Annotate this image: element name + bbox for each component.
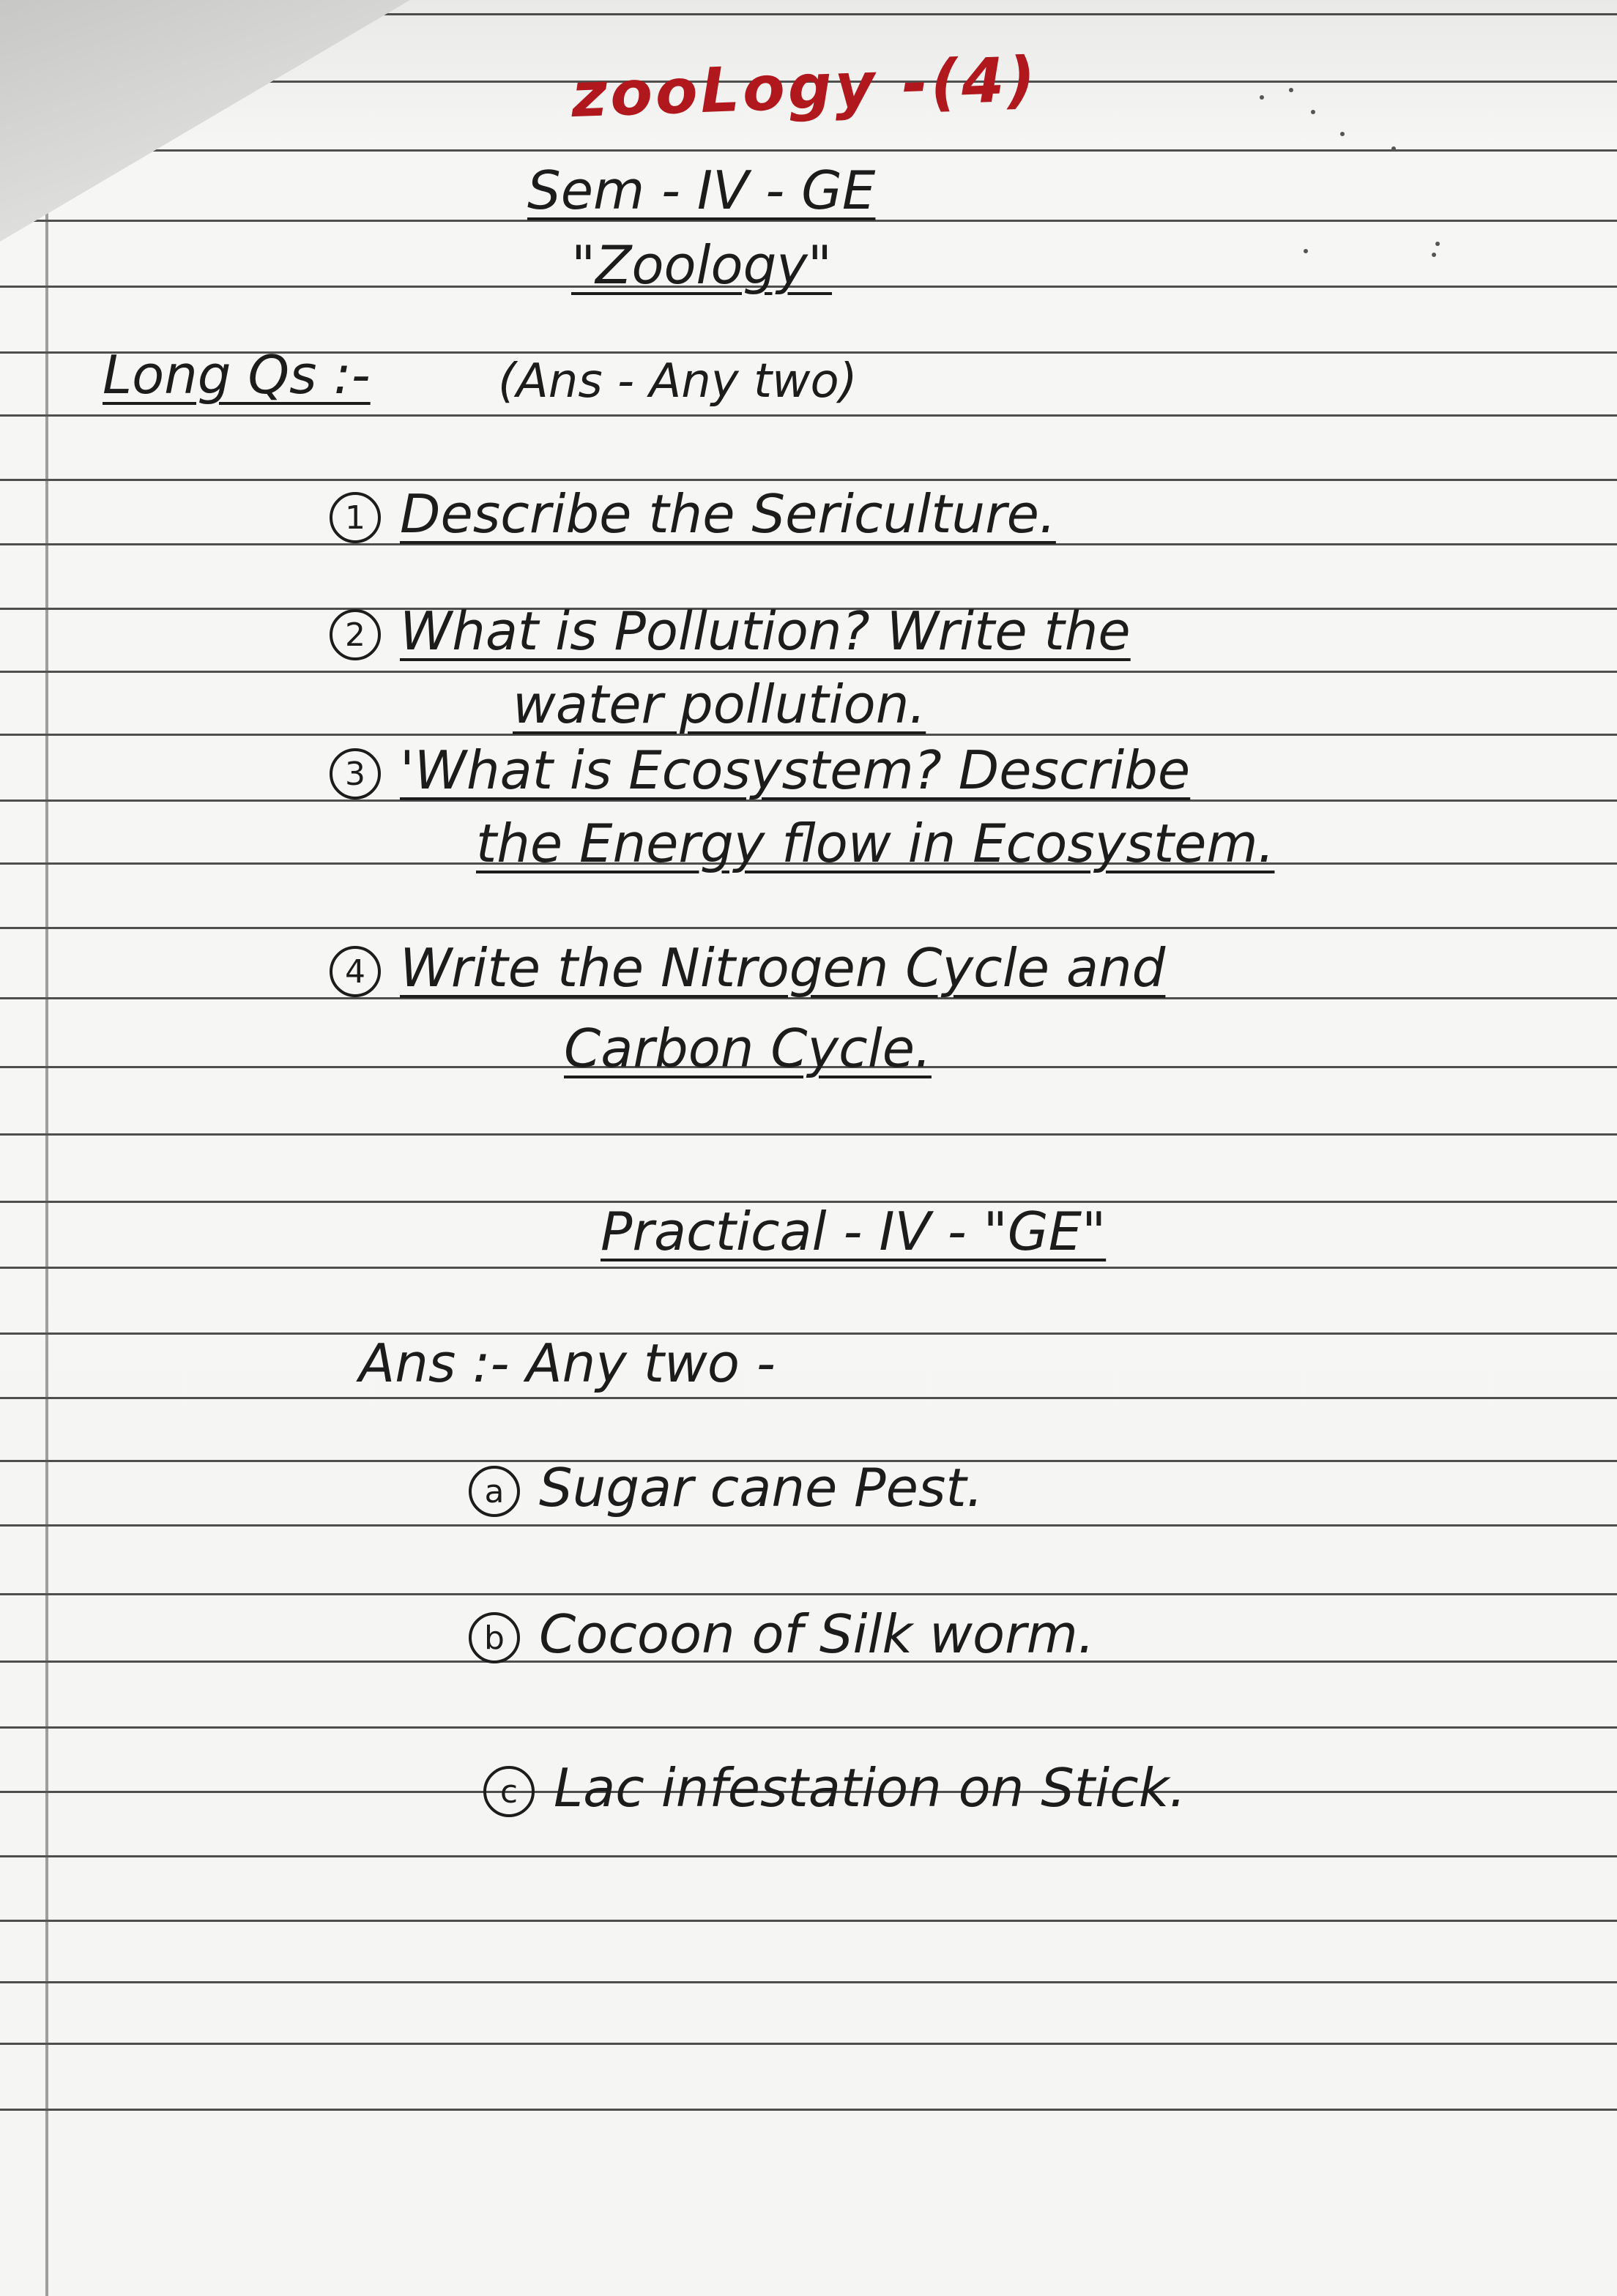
practical-item-a xyxy=(469,1457,984,1518)
question-number: 4 xyxy=(330,946,381,997)
margin-line xyxy=(45,183,48,2296)
semester-heading: Sem - IV - GE xyxy=(527,160,876,221)
practical-item-c xyxy=(483,1757,1186,1819)
question-4-line-2: Carbon Cycle. xyxy=(564,1018,932,1079)
practical-item-text: Lac infestation on Stick. xyxy=(554,1757,1186,1819)
question-2 xyxy=(330,600,1131,662)
page-title: zooLogy -(4) xyxy=(570,42,1040,132)
question-text: 'What is Ecosystem? Describe xyxy=(400,739,1191,801)
practical-item-text: Cocoon of Silk worm. xyxy=(539,1603,1095,1665)
long-questions-instruction: (Ans - Any two) xyxy=(498,354,858,409)
question-2-line-2: water pollution. xyxy=(513,674,926,735)
question-3-line-2: the Energy flow in Ecosystem. xyxy=(476,813,1275,874)
question-number: 2 xyxy=(330,609,381,660)
practical-item-b xyxy=(469,1603,1095,1665)
question-number: 3 xyxy=(330,748,381,800)
question-3 xyxy=(330,739,1190,801)
question-number: 1 xyxy=(330,492,381,543)
practical-item-number: b xyxy=(469,1612,520,1663)
question-text: What is Pollution? Write the xyxy=(400,600,1131,662)
practical-instruction: Ans :- Any two - xyxy=(359,1332,776,1394)
long-questions-label: Long Qs :- xyxy=(103,344,371,406)
question-4 xyxy=(330,937,1165,999)
practical-item-text: Sugar cane Pest. xyxy=(539,1457,984,1518)
subject-heading: "Zoology" xyxy=(571,234,833,296)
practical-item-number: c xyxy=(483,1766,535,1817)
practical-item-number: a xyxy=(469,1466,520,1517)
question-text: Write the Nitrogen Cycle and xyxy=(400,937,1166,999)
folded-corner xyxy=(0,0,410,242)
question-text: Describe the Sericulture. xyxy=(400,483,1056,545)
question-1 xyxy=(330,483,1056,545)
practical-heading: Practical - IV - "GE" xyxy=(601,1201,1107,1262)
